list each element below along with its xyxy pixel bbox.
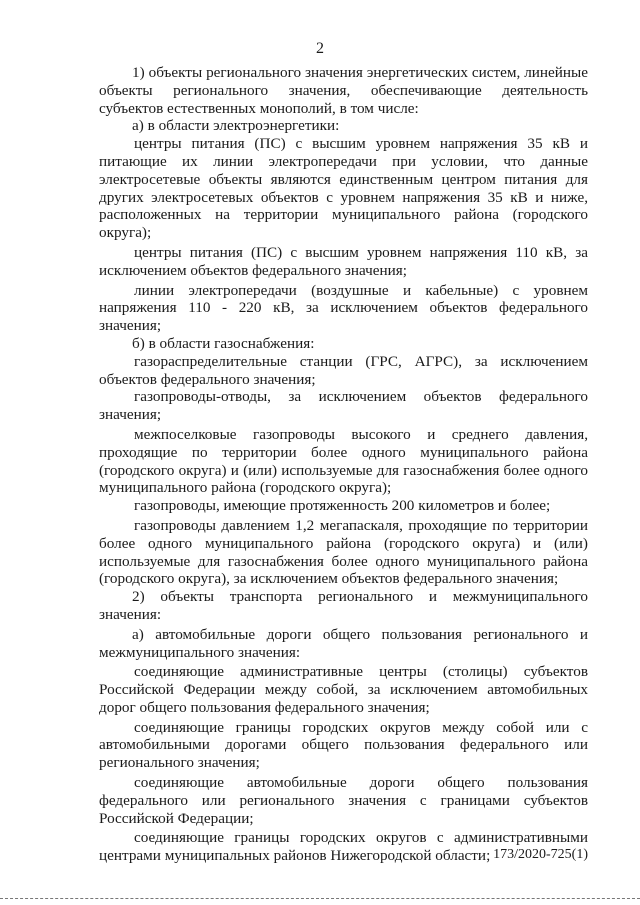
paragraph: соединяющие границы городских округов с административными центрами муниципальных районов Нижегородской области; <box>99 829 588 865</box>
paragraph: газопроводы-отводы, за исключением объектов федерального значения; <box>99 388 588 424</box>
page-bottom-divider <box>0 898 640 899</box>
paragraph: центры питания (ПС) с высшим уровнем напряжения 35 кВ и питающие их линии электропередачи при условии, что данные электросетевые объекты являются единственным центром питания для других электросетевых объектов с уровнем напряжения 35 кВ и ниже, расположенных на территории муниципального района (городского округа); <box>99 135 588 242</box>
paragraph: линии электропередачи (воздушные и кабельные) с уровнем напряжения 110 - 220 кВ, за исключением объектов федерального значения; <box>99 281 588 335</box>
paragraph: соединяющие административные центры (столицы) субъектов Российской Федерации между собой, за исключением автомобильных дорог общего пользования федерального значения; <box>99 663 588 716</box>
paragraph: соединяющие границы городских округов между собой или с автомобильными дорогами общего пользования федерального или регионального значения; <box>99 718 588 772</box>
paragraph: б) в области газоснабжения: <box>132 334 315 352</box>
paragraph: газораспределительные станции (ГРС, АГРС), за исключением объектов федерального значения; <box>99 352 588 388</box>
document-body <box>99 64 588 865</box>
paragraph: соединяющие автомобильные дороги общего пользования федерального или регионального значения с границами субъектов Российской Федерации; <box>99 774 588 827</box>
paragraph: центры питания (ПС) с высшим уровнем напряжения 110 кВ, за исключением объектов федерального значения; <box>99 243 588 279</box>
paragraph: 2) объекты транспорта регионального и межмуниципального значения: <box>99 588 588 623</box>
paragraph: газопроводы, имеющие протяженность 200 километров и более; <box>134 497 551 515</box>
paragraph: 1) объекты регионального значения энергетических систем, линейные объекты регионального значения, обеспечивающие деятельность субъектов естественных монополий, в том числе: <box>99 64 588 117</box>
page-number: 2 <box>316 40 324 57</box>
paragraph: а) в области электроэнергетики: <box>132 117 340 135</box>
paragraph: а) автомобильные дороги общего пользования регионального и межмуниципального значения: <box>99 625 588 661</box>
document-number: 173/2020-725(1) <box>493 847 588 862</box>
paragraph: межпоселковые газопроводы высокого и среднего давления, проходящие по территории более одного муниципального района (городского округа) и (или) используемые для газоснабжения более одного муниципального района (городского округа); <box>99 425 588 497</box>
paragraph: газопроводы давлением 1,2 мегапаскаля, проходящие по территории более одного муниципального района (городского округа) и (или) используемые для газоснабжения более одного муниципального района (городского округа), за исключением объектов федерального значения; <box>99 516 588 588</box>
